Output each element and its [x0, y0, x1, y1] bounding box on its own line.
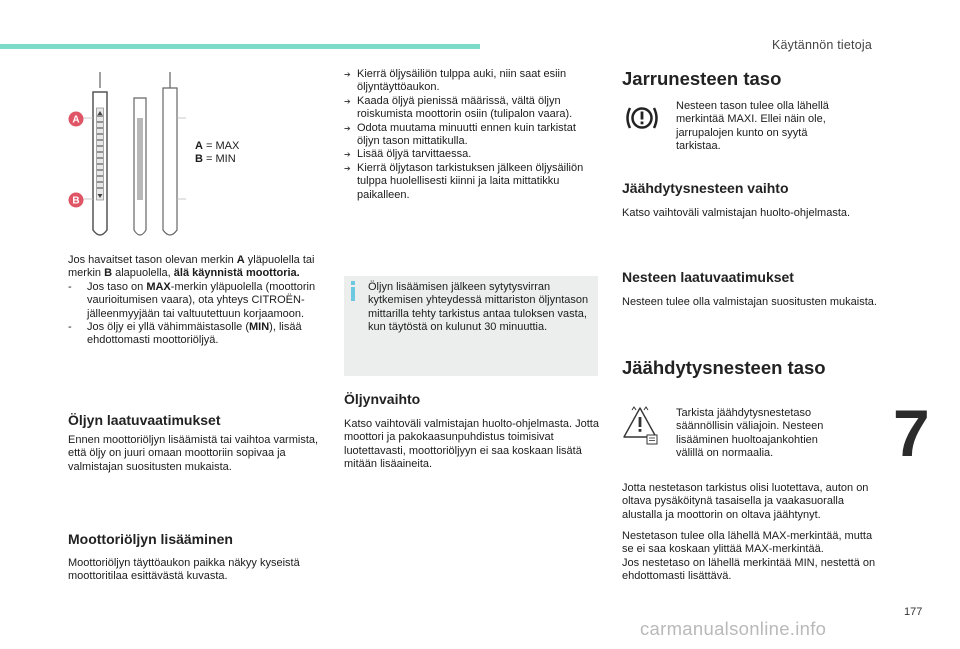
list-item: ➔ Kierrä öljysäiliön tulppa auki, niin saat esiin öljyntäyttöaukon. — [344, 68, 600, 95]
heading-oil-add: Moottoriöljyn lisääminen — [68, 531, 233, 547]
oil-change-text: Katso vaihtoväli valmistajan huolto-ohjelmasta. Jotta moottori ja pakokaasunpuhdistus toimisivat luotettavasti, moottoriöljyyn ei saa koskaan lisätä mitään lisäaineita. — [344, 418, 599, 471]
coolant-icon-text: Tarkista jäähdytysnestetaso säännöllisin väliajoin. Nesteen lisääminen huoltoajankohtien välillä on normaalia. — [676, 407, 824, 460]
heading-coolant-level: Jäähdytysnesteen taso — [622, 357, 826, 378]
fluid-quality-text: Nesteen tulee olla valmistajan suositusten mukaista. — [622, 296, 877, 308]
list-item: ➔ Kierrä öljytason tarkistuksen jälkeen öljysäiliön tulppa huolellisesti kiinni ja laita mittatikku paikalleen. — [344, 162, 600, 202]
oil-add-text: Moottoriöljyn täyttöaukon paikka näkyy kyseistä moottoritilaa esittävästä kuvasta. — [68, 557, 300, 583]
dash-item-min: - Jos öljy ei yllä vähimmäistasolle (MIN), lisää ehdottomasti moottoriöljyä. — [68, 321, 326, 348]
marker-b — [68, 192, 84, 208]
watermark: carmanualsonline.info — [640, 618, 827, 639]
dash-item-max: - Jos taso on MAX-merkin yläpuolella (moottorin vaurioitumisen vaara), ota yhteys CITROËN-jälleenmyyjään tai valtuutettuun korjaamoon. — [68, 281, 326, 321]
brake-text: Nesteen tason tulee olla lähellä merkintää MAXI. Ellei näin ole, jarrupalojen kunto on syytä tarkistaa. — [676, 100, 829, 153]
heading-coolant-change: Jäähdytysnesteen vaihto — [622, 180, 789, 196]
heading-oil-change: Öljynvaihto — [344, 391, 421, 407]
oil-quality-text: Ennen moottoriöljyn lisäämistä tai vaihtoa varmista, että öljy on juuri omaan moottoriin sopivaa ja valmistajan suositusten mukaista. — [68, 434, 319, 473]
brake-warning-icon — [624, 104, 660, 132]
coolant-change-text: Katso vaihtoväli valmistajan huolto-ohjelmasta. — [622, 207, 851, 219]
dipstick-illustration — [60, 68, 200, 240]
oil-add-steps — [344, 68, 600, 202]
info-text: Öljyn lisäämisen jälkeen sytytysvirran kytkemisen yhteydessä mittariston öljyntason mittarilla tehty tarkistus antaa tuloksen vasta, kun täytöstä on kulunut 30 minuuttia. — [368, 281, 589, 334]
section-title: Käytännön tietoja — [771, 38, 872, 52]
marker-a — [68, 111, 84, 127]
page-number: 177 — [904, 606, 923, 618]
info-icon — [348, 281, 358, 301]
svg-text:A: A — [72, 114, 80, 126]
heading-oil-quality: Öljyn laatuvaatimukset — [68, 412, 221, 428]
heading-brake-fluid: Jarrunesteen taso — [622, 68, 782, 89]
svg-text:B: B — [72, 195, 80, 207]
coolant-paragraph-1: Jotta nestetason tarkistus olisi luotettava, auton on oltava pysäköitynä tasaisella ja vaakasuoralla alustalla ja moottorin on oltava jäähtynyt. — [622, 482, 869, 521]
chapter-number: 7 — [893, 396, 930, 470]
max-min-legend: A = MAX B = MIN — [195, 140, 240, 165]
coolant-warning-icon — [621, 405, 659, 445]
coolant-paragraph-2: Nestetason tulee olla lähellä MAX-merkintää, mutta se ei saa koskaan ylittää MAX-merkintää. Jos nestetaso on lähellä merkintää MIN, nestettä on ehdottomasti lisättävä. — [622, 530, 876, 583]
list-item: ➔ Lisää öljyä tarvittaessa. — [344, 148, 600, 161]
list-item: ➔ Odota muutama minuutti ennen kuin tarkistat öljyn tason mittatikulla. — [344, 122, 600, 149]
list-item: ➔ Kaada öljyä pienissä määrissä, vältä öljyn roiskumista moottorin osiin (tulipalon vaara). — [344, 95, 600, 122]
oil-level-intro: Jos havaitset tason olevan merkin A yläpuolella tai merkin B alapuolella, älä käynnistä moottoria. - Jos taso on MAX-merkin yläpuolella (moottorin vaurioitumisen vaara), ota yhteys CITROËN-jälleenmyyjään tai valtuutettuun korjaamoon. - Jos öljy ei yllä vähimmäistasolle (MIN), lisää ehdottomasti moottoriöljyä. — [68, 254, 326, 348]
header-accent-bar — [0, 44, 480, 49]
heading-fluid-quality: Nesteen laatuvaatimukset — [622, 269, 794, 285]
